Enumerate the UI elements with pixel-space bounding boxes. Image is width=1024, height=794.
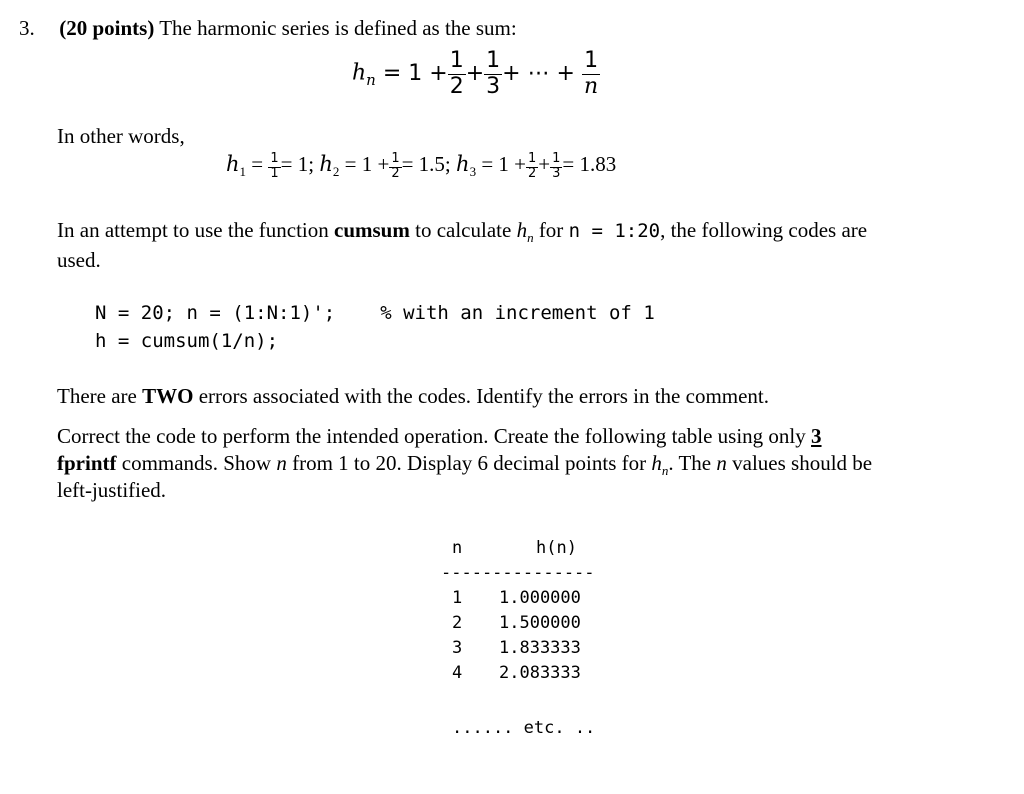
fraction-1-n: $\frac{1}{n}$: [584, 48, 599, 99]
harmonic-formula: [352, 49, 600, 98]
table-etc: ...... etc. ..: [452, 718, 596, 738]
errors-line: There are TWO errors associated with the codes. Identify the errors in the comment.: [57, 384, 770, 408]
fraction-h2: $\frac{1}{2}$: [391, 150, 400, 181]
table-cell-h: 1.000000: [499, 588, 581, 608]
table-cell-h: 2.083333: [499, 663, 581, 683]
problem-number: 3.: [19, 16, 35, 40]
problem-header: [19, 16, 517, 41]
table-cell-n: 2: [452, 613, 463, 633]
fraction-1-3: $\frac{1}{3}$: [486, 48, 501, 99]
range-code: n = 1:20: [568, 220, 661, 242]
fraction-1-2: $\frac{1}{2}$: [449, 48, 464, 99]
attempt-line-2: used.: [57, 248, 101, 272]
two-emphasis: TWO: [142, 384, 194, 408]
table-cell-n: 4: [452, 663, 463, 683]
formula-plus-dots: + ⋯ +: [502, 61, 575, 86]
formula-eq-one: = 1 +: [382, 61, 448, 86]
fprintf-keyword: fprintf: [57, 451, 117, 475]
cumsum-keyword: cumsum: [334, 218, 410, 242]
code-line-2: h = cumsum(1/n);: [95, 330, 279, 352]
correct-line-1: Correct the code to perform the intended operation. Create the following table using only 3: [57, 424, 822, 448]
code-line-1: N = 20; n = (1:N:1)'; % with an increment of 1: [95, 302, 655, 324]
correct-line-2: fprintf commands. Show n from 1 to 20. Display 6 decimal points for $h_n$. The n values should be: [57, 451, 873, 479]
table-cell-h: 1.833333: [499, 638, 581, 658]
fraction-h3-b: $\frac{1}{3}$: [552, 150, 561, 181]
problem-intro: The harmonic series is defined as the sum:: [159, 16, 517, 40]
example-formulas: $h_1$ = $\frac{1}{1}$ = 1; $h_2 = 1$ + $\frac{1}{2}$ = 1.5; $h_3 = 1$ + $\frac{1}{2}$ + $\frac{1}{3}$ = 1.83: [226, 150, 617, 181]
fraction-h1: $\frac{1}{1}$: [270, 150, 279, 181]
table-cell-n: 1: [452, 588, 463, 608]
table-cell-h: 1.500000: [499, 613, 581, 633]
fraction-h3-a: $\frac{1}{2}$: [528, 150, 537, 181]
formula-h-sub: n: [366, 70, 376, 89]
problem-points: (20 points): [59, 16, 155, 40]
formula-plus: +: [465, 61, 485, 86]
attempt-line-1: In an attempt to use the function cumsum to calculate $h_n$ for n = 1:20, the following codes are: [57, 218, 868, 246]
table-header-n: n: [452, 538, 463, 558]
table-separator: ---------------: [441, 563, 595, 583]
correct-line-3: left-justified.: [57, 478, 167, 502]
three-emphasis: 3: [811, 424, 822, 448]
formula-h: h: [352, 60, 367, 86]
table-header-h: h(n): [536, 538, 577, 558]
in-other-words: In other words,: [57, 124, 185, 148]
code-comment: % with an increment of 1: [380, 302, 655, 324]
table-cell-n: 3: [452, 638, 463, 658]
